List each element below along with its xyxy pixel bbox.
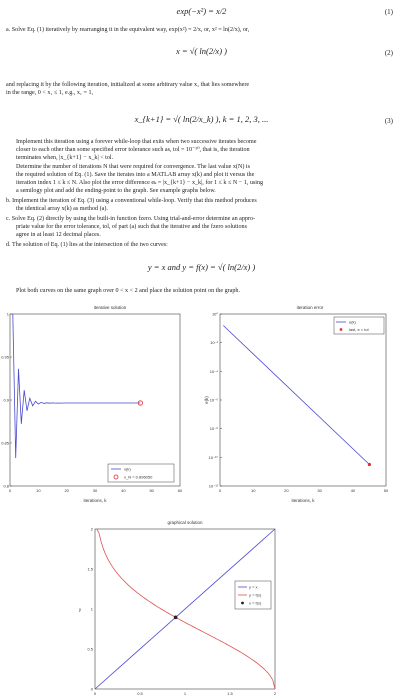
determine-line4: a semilogy plot and add the ending-point to the graph. See example graphs below. xyxy=(16,188,216,194)
chart2-axes-box xyxy=(220,314,386,486)
chart1-axes-box xyxy=(10,314,180,486)
chart2-xtick-label: 30 xyxy=(317,488,322,493)
part-c-line2: priate value for the error tolerance, tol, of part (a) such that the iterative and the fzero solutions xyxy=(16,224,247,230)
chart1-ytick-label: 0.95 xyxy=(1,354,9,360)
chart2-ytick-label: 10⁻⁸ xyxy=(209,426,218,432)
chart3-legend-yx: y = x xyxy=(249,584,258,590)
chart3-ytick-label: 1.5 xyxy=(87,566,93,572)
chart2-ytick-label: 10⁻¹² xyxy=(208,483,218,489)
implement-line2: closer to each other than some specified error tolerance such as, tol = 10⁻¹⁰, that is, the iteration xyxy=(16,147,250,153)
chart2-xtick-label: 40 xyxy=(350,488,356,493)
chart2-ytick-label: 10⁻¹⁰ xyxy=(208,454,218,460)
chart2-series-line xyxy=(223,326,369,465)
chart2-endpoint xyxy=(368,463,371,466)
implement-line1: Implement this iteration using a forever while-loop that exits when two successive iterates become xyxy=(16,139,257,145)
chart2-xtick-label: 0 xyxy=(218,488,222,493)
chart3-solution-point xyxy=(174,616,178,620)
chart2-xlabel: iterations, k xyxy=(291,498,315,503)
chart3-xtick-label: 1 xyxy=(183,691,187,696)
part-c-line1: c. Solve Eq. (2) directly by using the built-in function fzero. Using trial-and-error determine an appro- xyxy=(6,216,256,222)
chart2-ylabel: e(k) xyxy=(204,396,209,404)
chart3-xtick-label: 1.5 xyxy=(227,691,233,696)
chart1-legend-xn: x_N = 0.896050 xyxy=(124,474,153,480)
chart1-xlabel: iterations, k xyxy=(83,498,107,503)
equation-1: exp(−x²) = x/2 xyxy=(176,6,227,16)
chart1-ytick-label: 1 xyxy=(6,311,9,317)
chart3-ylabel: y xyxy=(78,607,82,612)
chart3-ytick-label: 1 xyxy=(90,606,93,612)
part-b-line2: the identical array x(k) as method (a). xyxy=(16,206,108,212)
part-c-line3: agree in at least 12 decimal places. xyxy=(16,232,101,238)
chart-graphical-solution xyxy=(20,515,320,700)
chart3-legend-solution: x = f(x) xyxy=(249,600,262,606)
plot-instruction: Plot both curves on the same graph over 0 < x < 2 and place the solution point on the graph. xyxy=(16,288,241,294)
chart2-ytick-label: 10⁰ xyxy=(211,311,218,317)
chart3-legend-yfx: y = f(x) xyxy=(249,592,262,598)
chart1-xtick-label: 0 xyxy=(8,488,12,493)
chart2-xtick-label: 20 xyxy=(284,488,289,493)
chart2-ytick-label: 10⁻⁴ xyxy=(209,368,218,374)
chart1-xtick-label: 30 xyxy=(92,488,98,493)
chart2-legend xyxy=(334,317,384,334)
determine-line2: the required solution of Eq. (1). Save the iterates into a MATLAB array x(k) and plot it versus the xyxy=(16,172,255,178)
chart2-xtick-label: 50 xyxy=(383,488,389,493)
part-a-line1: a. Solve Eq. (1) iteratively by rearranging it in the equivalent way, exp(x²) = 2/x, or, x² = ln(2/x), or, xyxy=(6,27,250,33)
part-a-line2: and replacing it by the following iteration, initialized at some arbitrary value x₁ that lies somewhere xyxy=(6,82,250,88)
chart1-ytick-label: 0.85 xyxy=(1,440,9,446)
chart1-xtick-label: 20 xyxy=(64,488,69,493)
chart1-xtick-label: 40 xyxy=(121,488,126,493)
equation-2-number: (2) xyxy=(384,49,393,57)
chart1-title: iterative solution xyxy=(93,305,127,310)
chart-iterative-solution xyxy=(0,300,200,508)
determine-line3: iteration index 1 ≤ k ≤ N. Also plot the error difference eₖ = |x_{k+1} − x_k|, for 1 ≤ k ≤ N − 1, using xyxy=(16,180,264,186)
equation-3: x_{k+1} = √( ln(2/x_k) ), k = 1, 2, 3, ... xyxy=(134,114,269,124)
chart3-xtick-label: 2 xyxy=(273,691,277,696)
chart3-ytick-label: 0.5 xyxy=(87,646,93,652)
chart3-legend xyxy=(235,581,271,609)
chart1-legend xyxy=(108,464,174,482)
equation-3-number: (3) xyxy=(384,117,393,125)
implement-line3: terminates when, |x_{k+1} − x_k| < tol. xyxy=(16,155,114,161)
chart3-xtick-label: 0 xyxy=(93,691,97,696)
chart2-xtick-label: 10 xyxy=(250,488,256,493)
chart1-xtick-label: 50 xyxy=(149,488,154,493)
chart1-ytick-label: 0.9 xyxy=(3,397,9,403)
chart1-series-line xyxy=(13,314,141,458)
equation-1-number: (1) xyxy=(384,8,393,16)
chart-iteration-error xyxy=(200,300,403,508)
chart1-ytick-label: 0.8 xyxy=(3,483,9,489)
chart1-xtick-label: 10 xyxy=(36,488,41,493)
chart3-title: graphical solution xyxy=(167,520,203,525)
part-d-line1: d. The solution of Eq. (1) lies at the intersection of the two curves: xyxy=(6,242,168,248)
chart1-xtick-label: 60 xyxy=(177,488,183,493)
chart2-ytick-label: 10⁻² xyxy=(210,340,218,346)
equation-2: x = √( ln(2/x) ) xyxy=(176,46,227,56)
part-b-line1: b. Implement the iteration of Eq. (3) using a conventional while-loop. Verify that this method produces xyxy=(6,198,257,204)
chart1-legend-xk: x(k) xyxy=(124,466,131,472)
chart3-ytick-label: 0 xyxy=(90,686,93,692)
part-a-line3: in the range, 0 < x₁ ≤ 1, e.g., x₁ = 1, xyxy=(6,90,94,96)
chart2-title: iteration error xyxy=(296,305,324,310)
determine-line1: Determine the number of iterations N that were required for convergence. The last value x(N) is xyxy=(16,164,250,170)
chart2-legend-ek: e(k) xyxy=(349,319,356,325)
chart3-xtick-label: 0.5 xyxy=(137,691,143,696)
chart2-legend-last: last, e < tol xyxy=(349,327,369,332)
curves-equation: y = x and y = f(x) = √( ln(2/x) ) xyxy=(147,262,256,272)
chart3-ytick-label: 2 xyxy=(90,526,93,532)
chart2-ytick-label: 10⁻⁶ xyxy=(209,397,218,403)
